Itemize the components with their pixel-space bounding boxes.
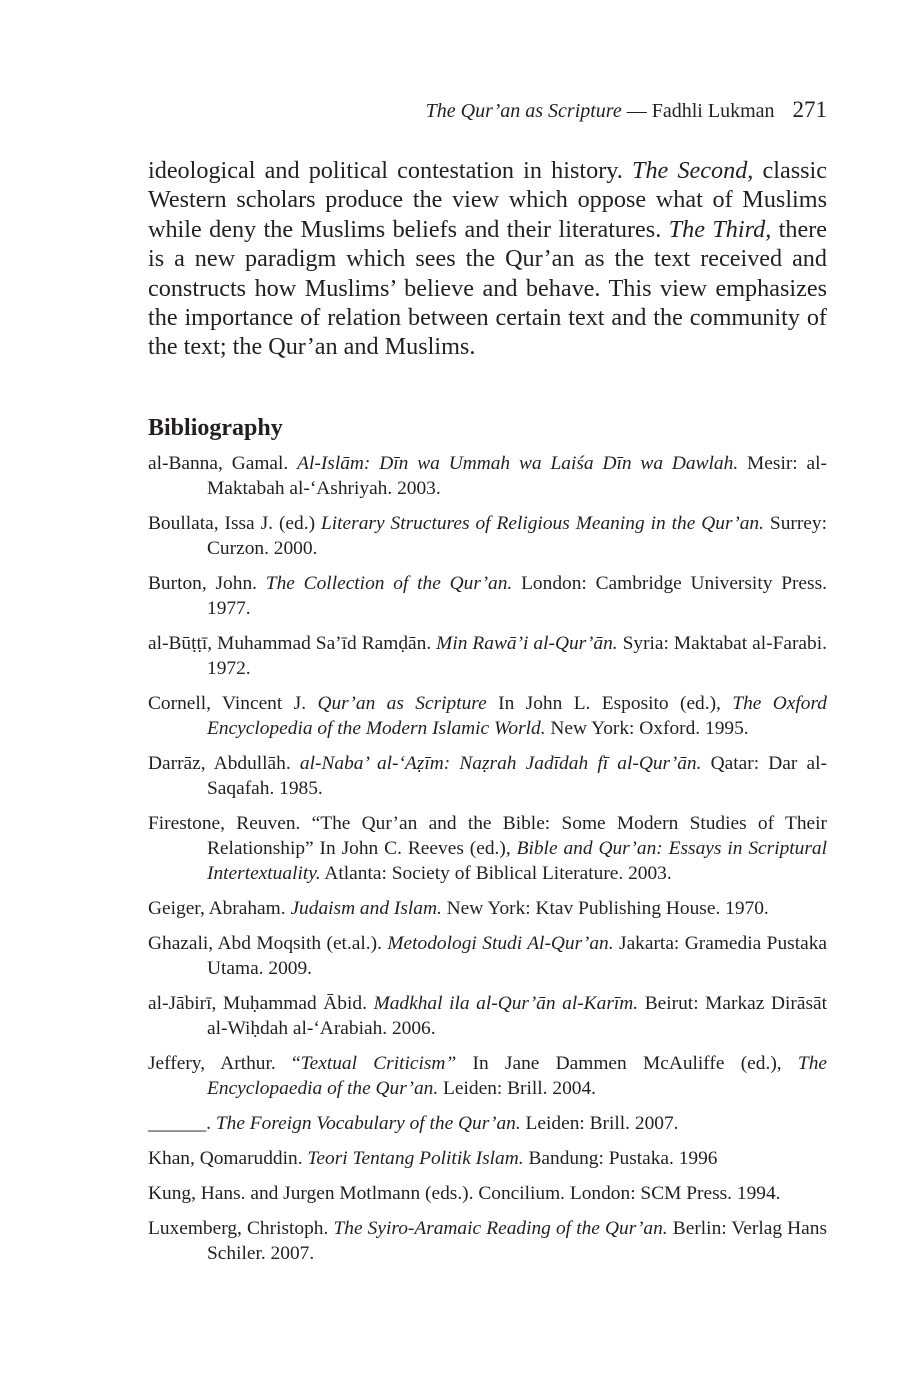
bibliography-list xyxy=(148,451,827,1276)
header-separator: — xyxy=(621,100,652,122)
running-header xyxy=(148,96,827,125)
body-text-run: ideological and political contestation in history. xyxy=(148,157,632,184)
body-italic-run: The Third, xyxy=(668,215,772,243)
bibliography-entry: Boullata, Issa J. (ed.) Literary Structures of Religious Meaning in the Qur’an. Surrey: Curzon. 2000. xyxy=(148,513,827,559)
body-text-run: classic Western scholars produce the view which oppose what of Muslims while deny the Muslims beliefs and their literatures. xyxy=(148,157,827,243)
body-paragraph xyxy=(148,156,827,362)
bibliography-entry: Darrāz, Abdullāh. al-Naba’ al-‘Aẓīm: Naẓrah Jadīdah fī al-Qur’ān. Qatar: Dar al-Saqafah. 1985. xyxy=(148,753,827,799)
running-title: The Qur’an as Scripture xyxy=(425,100,622,122)
bibliography-entry: al-Banna, Gamal. Al-Islām: Dīn wa Ummah wa Laiśa Dīn wa Dawlah. Mesir: al-Maktabah al-‘Ashriyah. 2003. xyxy=(148,453,827,499)
bibliography-entry: Khan, Qomaruddin. Teori Tentang Politik Islam. Bandung: Pustaka. 1996 xyxy=(148,1148,718,1169)
bibliography-entry: Burton, John. The Collection of the Qur’an. London: Cambridge University Press. 1977. xyxy=(148,573,827,619)
running-author: Fadhli Lukman xyxy=(651,100,775,122)
bibliography-entry: Kung, Hans. and Jurgen Motlmann (eds.). Concilium. London: SCM Press. 1994. xyxy=(148,1183,781,1204)
bibliography-entry: Cornell, Vincent J. Qur’an as Scripture In John L. Esposito (ed.), The Oxford Encyclopedia of the Modern Islamic World. New York: Oxford. 1995. xyxy=(148,693,827,739)
page-number: 271 xyxy=(792,97,827,122)
bibliography-entry: Geiger, Abraham. Judaism and Islam. New York: Ktav Publishing House. 1970. xyxy=(148,898,769,919)
bibliography-entry: Firestone, Reuven. “The Qur’an and the Bible: Some Modern Studies of Their Relationship” In John C. Reeves (ed.), Bible and Qur’an: Essays in Scriptural Intertextuality. Atlanta: Society of Biblical Literature. 2003. xyxy=(148,813,828,884)
body-italic-run: The Second, xyxy=(632,157,754,184)
bibliography-entry: al-Būṭṭī, Muhammad Sa’īd Ramḍān. Min Rawā’i al-Qur’ān. Syria: Maktabat al-Farabi. 1972. xyxy=(148,633,827,679)
bibliography-entry: Jeffery, Arthur. “Textual Criticism” In Jane Dammen McAuliffe (ed.), The Encyclopaedia of the Qur’an. Leiden: Brill. 2004. xyxy=(148,1053,827,1099)
bibliography-entry: ______. The Foreign Vocabulary of the Qur’an. Leiden: Brill. 2007. xyxy=(148,1113,679,1134)
bibliography-entry: al-Jābirī, Muḥammad Ābid. Madkhal ila al-Qur’ān al-Karīm. Beirut: Markaz Dirāsāt al-Wiḥdah al-‘Arabiah. 2006. xyxy=(148,993,828,1039)
body-text-run: there is a new paradigm which sees the Qur’an as the text received and constructs how Muslims’ believe and behave. This view emphasizes the importance of relation between certain text and the community of the text; the Qur’an and Muslims. xyxy=(148,215,828,361)
bibliography-heading: Bibliography xyxy=(148,415,283,441)
bibliography-entry: Luxemberg, Christoph. The Syiro-Aramaic Reading of the Qur’an. Berlin: Verlag Hans Schiler. 2007. xyxy=(148,1218,827,1264)
bibliography-entry: Ghazali, Abd Moqsith (et.al.). Metodologi Studi Al-Qur’an. Jakarta: Gramedia Pustaka Utama. 2009. xyxy=(148,933,827,979)
